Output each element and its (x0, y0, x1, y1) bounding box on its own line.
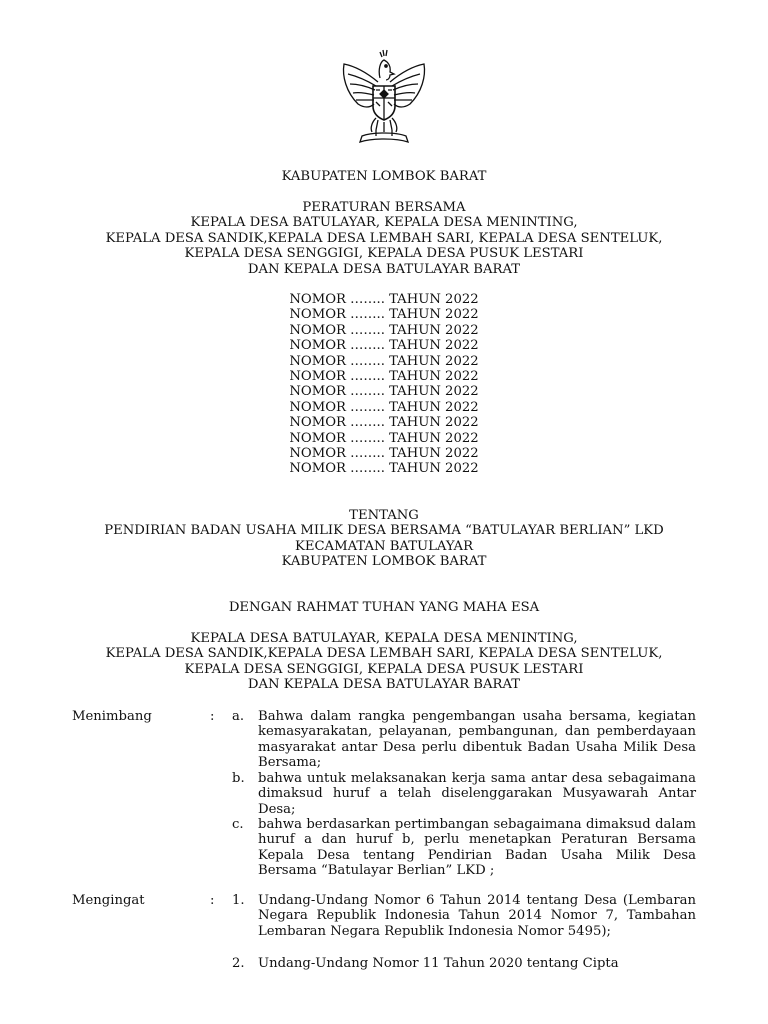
nomor-line: NOMOR …….. TAHUN 2022 (289, 368, 479, 384)
mengingat-item-1: Undang-Undang Nomor 6 Tahun 2014 tentang Desa (Lembaran Negara Republik Indonesia Tahun 2014 Nomor 7, Tambahan Lembaran Negara Republik Indonesia Nomor 5495); (258, 893, 696, 939)
nomor-line: NOMOR …….. TAHUN 2022 (289, 445, 479, 461)
title-line: KEPALA DESA BATULAYAR, KEPALA DESA MENINTING, (190, 215, 578, 231)
signatory-line: KEPALA DESA SANDIK,KEPALA DESA LEMBAH SARI, KEPALA DESA SENTELUK, (105, 646, 663, 662)
regency-heading: KABUPATEN LOMBOK BARAT (281, 169, 487, 184)
nomor-line: NOMOR …….. TAHUN 2022 (289, 415, 479, 431)
title-line: KEPALA DESA SANDIK,KEPALA DESA LEMBAH SARI, KEPALA DESA SENTELUK, (105, 230, 663, 246)
subject-line: KECAMATAN BATULAYAR (294, 538, 473, 554)
signatories-block (0, 631, 768, 693)
nomor-line: NOMOR …….. TAHUN 2022 (289, 322, 479, 338)
subject-line: KABUPATEN LOMBOK BARAT (281, 554, 487, 570)
menimbang-colon: : (210, 709, 215, 724)
nomor-line: NOMOR …….. TAHUN 2022 (289, 384, 479, 400)
menimbang-item-b: bahwa untuk melaksanakan kerja sama antar desa sebagaimana dimaksud huruf a telah diselenggarakan Musyawarah Antar Desa; (258, 771, 696, 817)
rahmat-line: DENGAN RAHMAT TUHAN YANG MAHA ESA (228, 600, 540, 615)
nomor-line: NOMOR …….. TAHUN 2022 (289, 430, 479, 446)
mengingat-colon: : (210, 893, 215, 908)
signatory-line: KEPALA DESA BATULAYAR, KEPALA DESA MENINTING, (190, 631, 578, 646)
item-marker: 2. (232, 956, 245, 971)
nomor-line: NOMOR …….. TAHUN 2022 (289, 399, 479, 415)
tentang-heading: TENTANG (349, 508, 419, 523)
nomor-line: NOMOR …….. TAHUN 2022 (289, 353, 479, 369)
garuda-emblem (336, 42, 432, 148)
menimbang-item-c: bahwa berdasarkan pertimbangan sebagaimana dimaksud dalam huruf a dan huruf b, perlu menetapkan Peraturan Bersama Kepala Desa tentang Pendirian Badan Usaha Milik Desa Bersama “Batulayar Berlian” LKD ; (258, 817, 696, 879)
menimbang-label: Menimbang (72, 709, 152, 724)
item-marker: c. (232, 817, 244, 832)
item-marker: b. (232, 771, 245, 786)
title-line: DAN KEPALA DESA BATULAYAR BARAT (247, 261, 521, 277)
menimbang-item-a: Bahwa dalam rangka pengembangan usaha bersama, kegiatan kemasyarakatan, pelayanan, pembangunan, dan pemberdayaan masyarakat antar Desa perlu dibentuk Badan Usaha Milik Desa Bersama; (258, 709, 696, 771)
nomor-line: NOMOR …….. TAHUN 2022 (289, 307, 479, 323)
title-line: KEPALA DESA SENGGIGI, KEPALA DESA PUSUK LESTARI (184, 246, 584, 262)
item-marker: 1. (232, 893, 245, 908)
title-line: PERATURAN BERSAMA (302, 200, 466, 215)
signatory-line: KEPALA DESA SENGGIGI, KEPALA DESA PUSUK LESTARI (184, 661, 584, 677)
nomor-block (0, 292, 768, 477)
signatory-line: DAN KEPALA DESA BATULAYAR BARAT (247, 677, 521, 693)
nomor-line: NOMOR …….. TAHUN 2022 (289, 292, 479, 307)
item-marker: a. (232, 709, 245, 724)
subject-line: PENDIRIAN BADAN USAHA MILIK DESA BERSAMA “BATULAYAR BERLIAN” LKD (104, 523, 664, 539)
title-block (0, 200, 768, 277)
nomor-line: NOMOR …….. TAHUN 2022 (289, 338, 479, 354)
mengingat-label: Mengingat (72, 893, 145, 908)
tentang-block (0, 508, 768, 570)
mengingat-item-2: Undang-Undang Nomor 11 Tahun 2020 tentang Cipta (258, 956, 619, 971)
nomor-line: NOMOR …….. TAHUN 2022 (289, 461, 479, 477)
